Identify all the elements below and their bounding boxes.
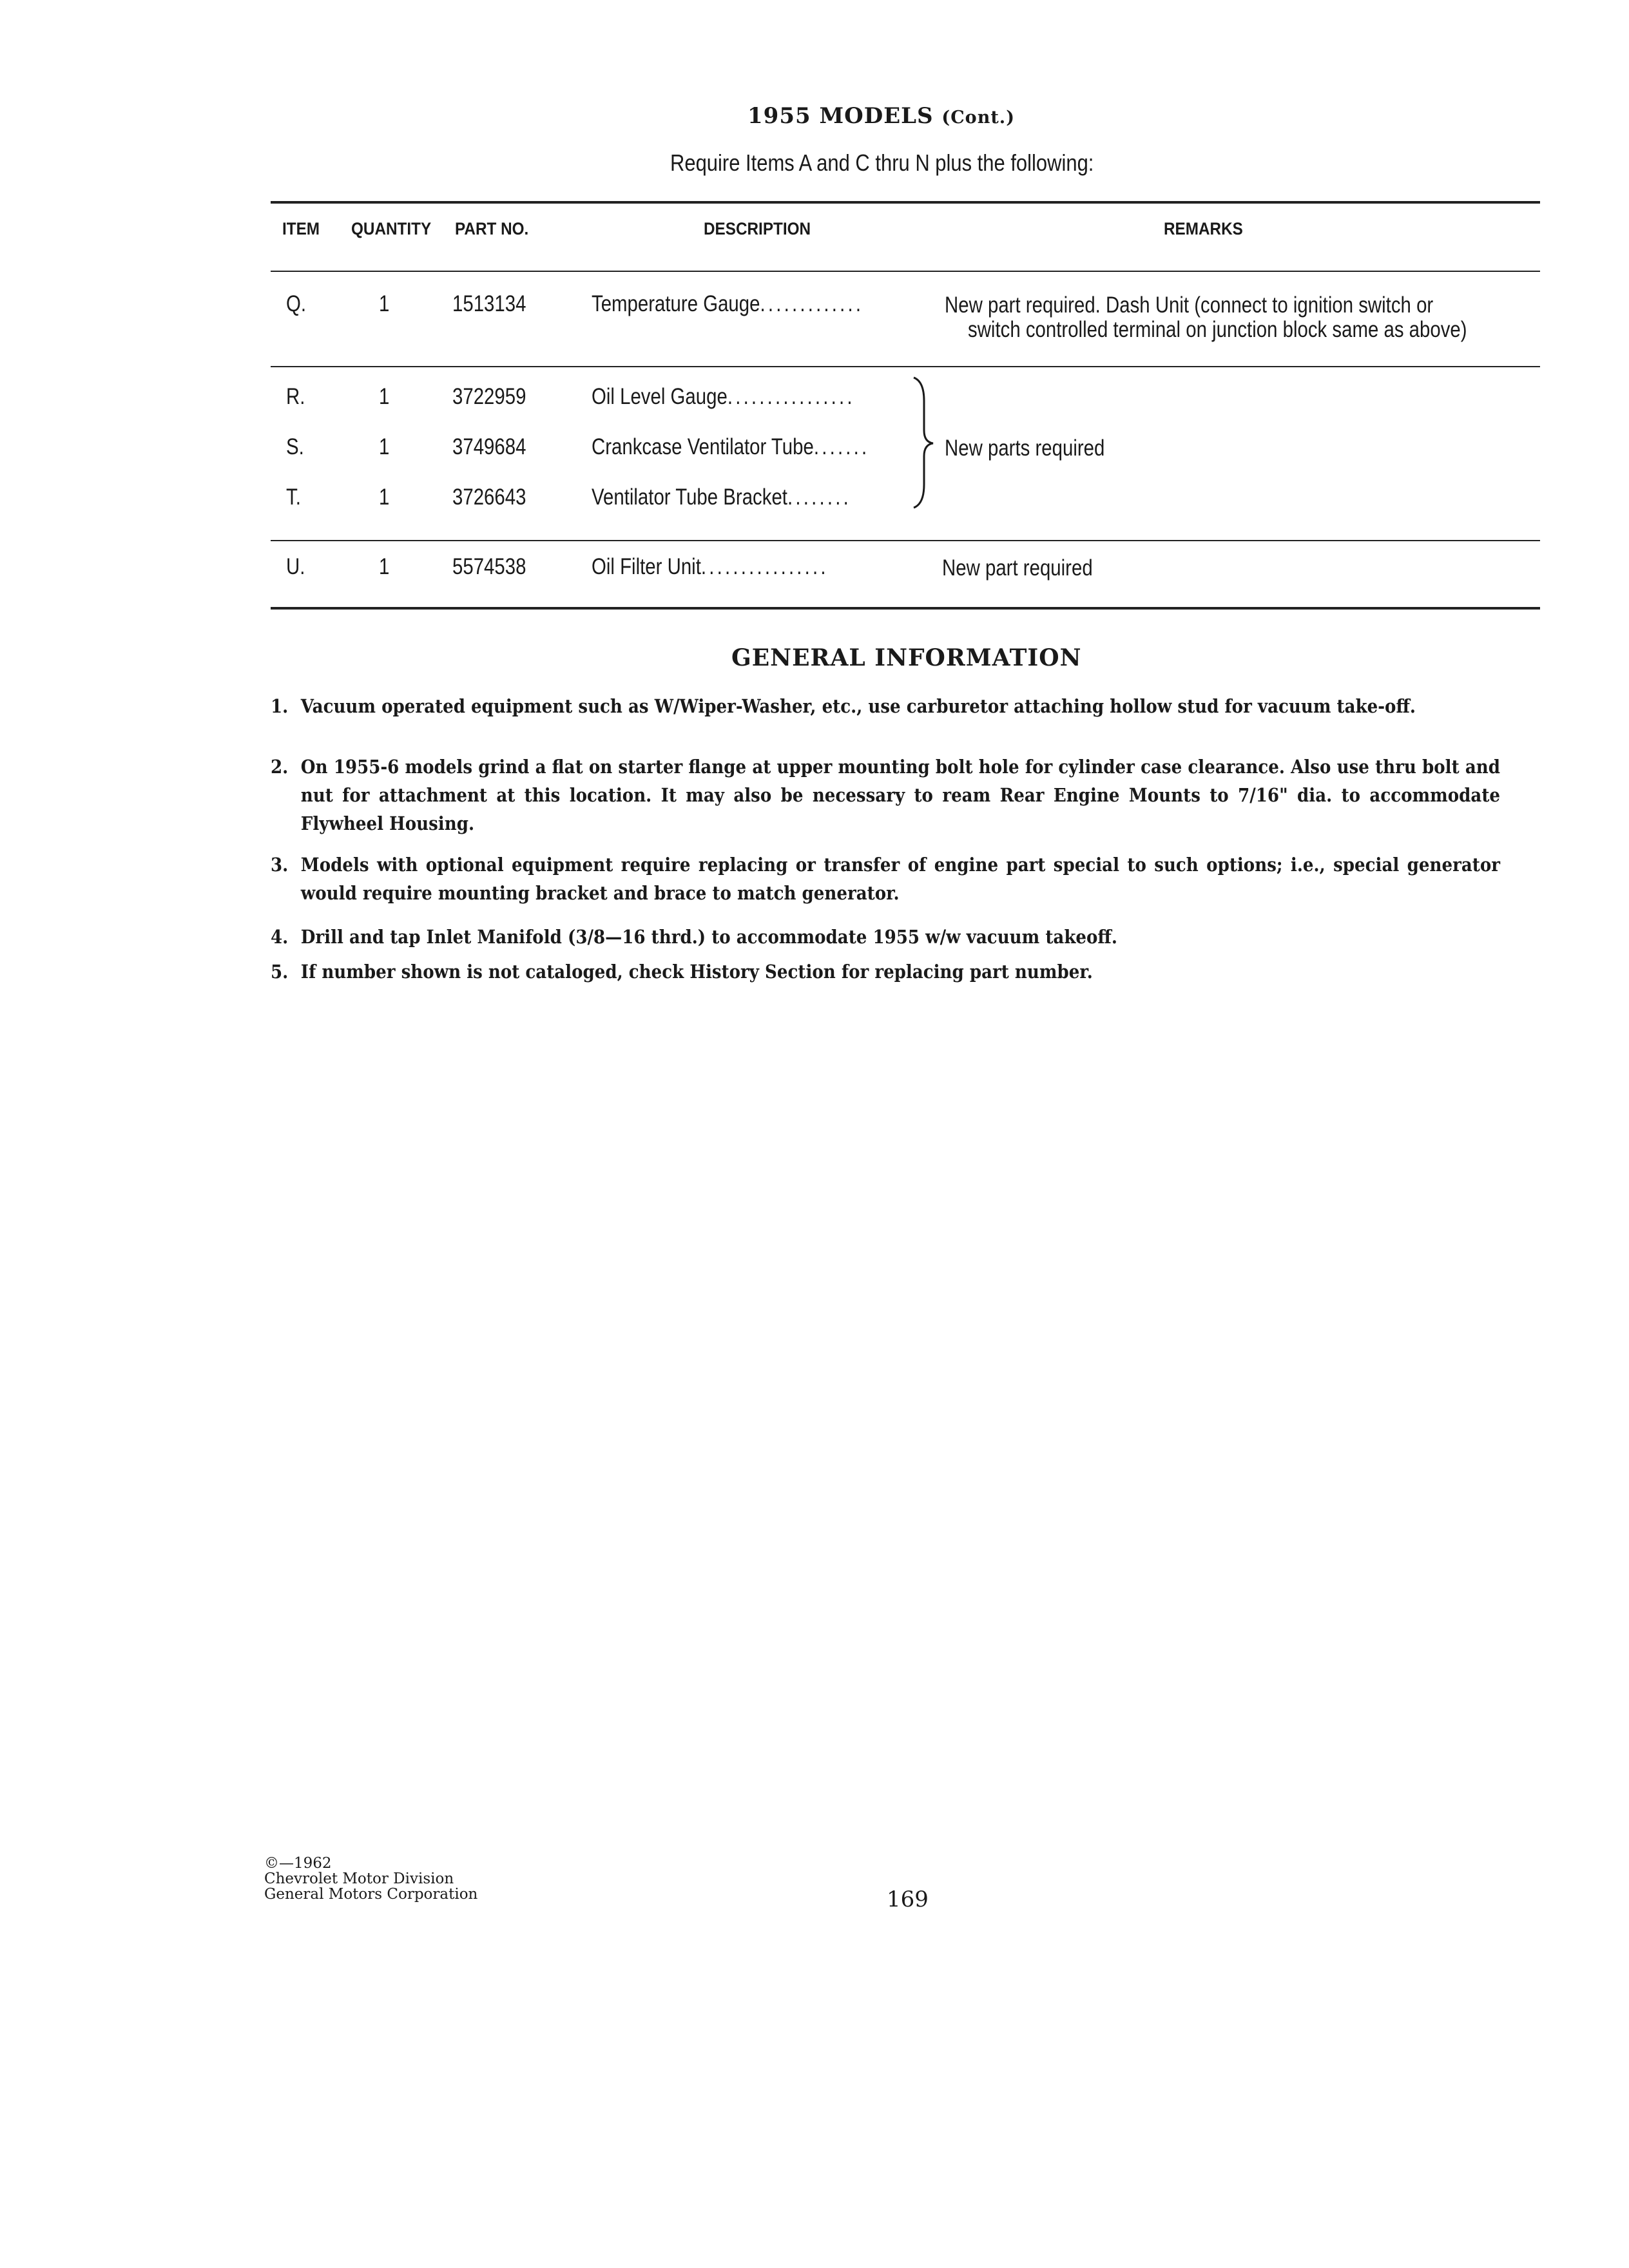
description-text: Crankcase Ventilator Tube	[592, 434, 814, 459]
copyright-line: ©—1962	[264, 1855, 332, 1872]
table-bottom-rule	[271, 607, 1540, 610]
row-quantity: 1	[379, 554, 390, 579]
page-number: 169	[887, 1887, 929, 1912]
corporation-line: General Motors Corporation	[264, 1886, 478, 1903]
col-header-quantity: QUANTITY	[351, 219, 432, 238]
list-item	[271, 923, 1500, 951]
row-description	[592, 485, 851, 510]
col-header-item: ITEM	[282, 219, 320, 238]
row-quantity: 1	[379, 485, 390, 510]
row-description	[592, 384, 855, 410]
row-part-no: 3749684	[452, 434, 526, 459]
col-header-part-no: PART NO.	[455, 219, 529, 238]
row-remark-line1: New part required. Dash Unit (connect to ignition switch or	[945, 293, 1434, 318]
list-item	[271, 850, 1500, 907]
row-quantity: 1	[379, 434, 390, 459]
description-text: Temperature Gauge	[592, 291, 760, 316]
footer-copyright	[264, 1856, 477, 1902]
leader-dots: ................	[727, 384, 855, 409]
note-text: Drill and tap Inlet Manifold (3/8—16 thrd.) to accommodate 1955 w/w vacuum takeoff.	[300, 926, 1117, 948]
list-item	[271, 957, 1500, 986]
row-quantity: 1	[379, 291, 390, 316]
note-number: 3.	[271, 854, 289, 876]
general-info-title: GENERAL INFORMATION	[731, 644, 1082, 671]
row-rule	[271, 540, 1540, 541]
row-item: Q.	[286, 291, 307, 316]
row-part-no: 5574538	[452, 554, 526, 579]
row-remark-line2: switch controlled terminal on junction block same as above)	[968, 317, 1467, 342]
note-number: 1.	[271, 695, 289, 717]
description-text: Oil Filter Unit	[592, 554, 701, 579]
description-text: Oil Level Gauge	[592, 384, 728, 409]
curly-brace-icon	[901, 375, 940, 510]
group-remark: New parts required	[945, 436, 1105, 461]
leader-dots: .......	[813, 434, 870, 459]
title-cont: (Cont.)	[941, 108, 1015, 128]
note-text: If number shown is not cataloged, check History Section for replacing part number.	[300, 961, 1093, 983]
note-text: Vacuum operated equipment such as W/Wiper-Washer, etc., use carburetor attaching hollow stud for vacuum take-off.	[300, 695, 1416, 717]
list-item	[271, 692, 1500, 720]
leader-dots: ........	[787, 485, 851, 510]
col-header-remarks: REMARKS	[1164, 219, 1243, 238]
row-rule	[271, 366, 1540, 367]
row-item: S.	[286, 434, 304, 459]
division-line: Chevrolet Motor Division	[264, 1870, 454, 1887]
row-description	[592, 434, 869, 460]
table-top-rule	[271, 201, 1540, 204]
page-subtitle: Require Items A and C thru N plus the following:	[670, 149, 1094, 176]
header-rule	[271, 271, 1540, 272]
row-part-no: 3726643	[452, 485, 526, 510]
page-title	[747, 103, 1015, 129]
title-text: 1955 MODELS	[747, 103, 934, 129]
row-part-no: 1513134	[452, 291, 526, 316]
note-text: On 1955-6 models grind a flat on starter flange at upper mounting bolt hole for cylinder case clearance. Also use thru bolt and nut for attachment at this location. It may also be necessary to ream Rear Engine Mounts to 7/16" dia. to accommodate Flywheel Housing.	[300, 756, 1500, 834]
row-remark: New part required	[942, 555, 1093, 581]
row-quantity: 1	[379, 384, 390, 409]
row-description	[592, 291, 863, 317]
note-number: 4.	[271, 926, 289, 948]
row-item: T.	[286, 485, 301, 510]
note-text: Models with optional equipment require replacing or transfer of engine part special to such options; i.e., special generator would require mounting bracket and brace to match generator.	[300, 854, 1500, 904]
row-description	[592, 554, 829, 580]
note-number: 5.	[271, 961, 289, 983]
note-number: 2.	[271, 756, 289, 778]
leader-dots: ................	[700, 554, 829, 579]
row-item: R.	[286, 384, 305, 409]
list-item	[271, 753, 1500, 838]
leader-dots: .............	[760, 291, 864, 316]
row-item: U.	[286, 554, 305, 579]
col-header-description: DESCRIPTION	[704, 219, 811, 238]
description-text: Ventilator Tube Bracket	[592, 485, 787, 510]
row-part-no: 3722959	[452, 384, 526, 409]
